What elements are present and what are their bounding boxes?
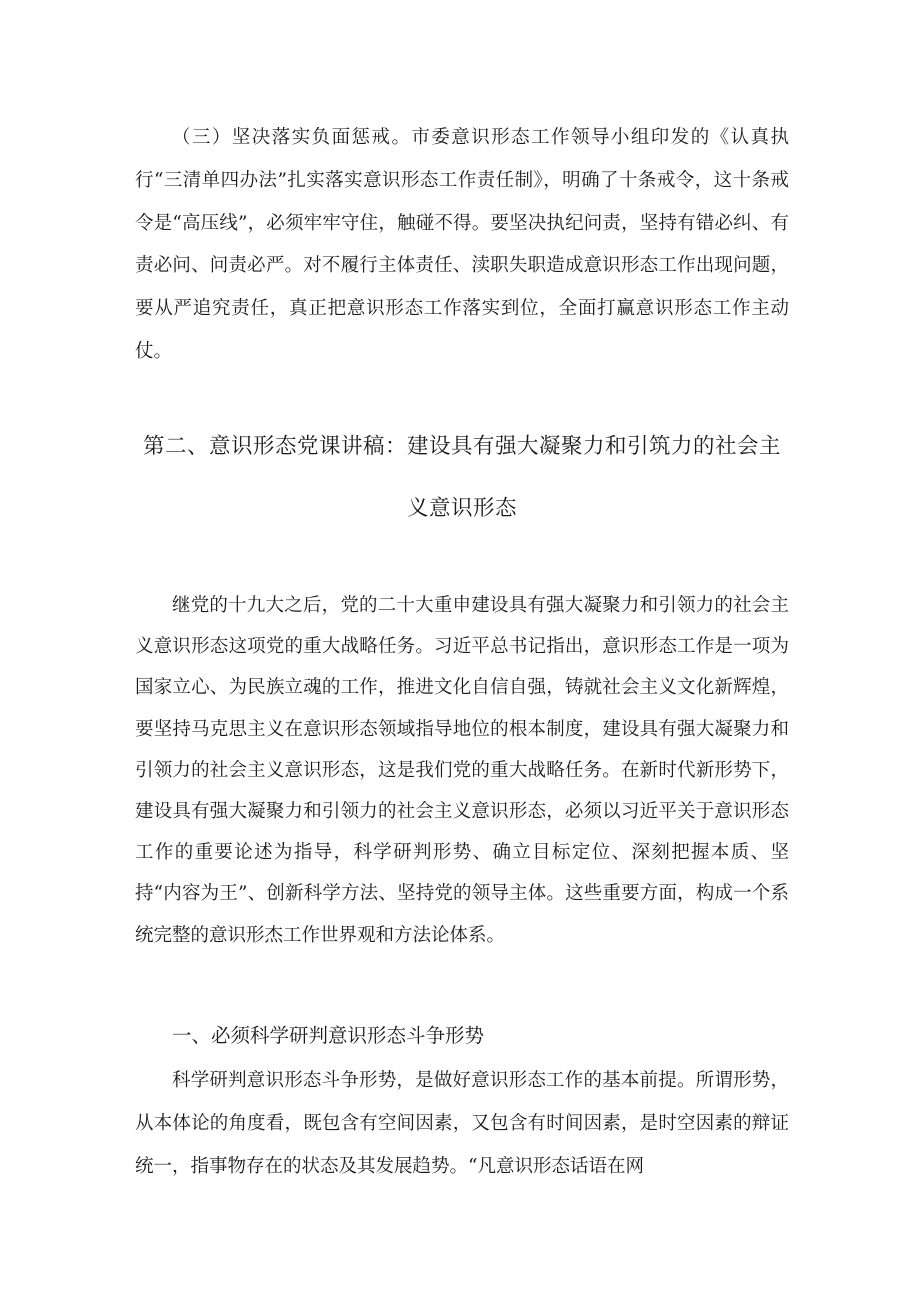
section-title: 第二、意识形态党课讲稿：建设具有强大凝聚力和引筑力的社会主义意识形态 [142,434,781,521]
body-paragraph-situation: 科学研判意识形态斗争形势，是做好意识形态工作的基本前提。所谓形势，从本体论的角度看，既包含有空间因素，又包含有时间因素，是时空因素的辩证统一，指事物存在的状态及其发展趋势。“凡意识形态话语在网 [135,1070,789,1177]
body-paragraph-intro: 继党的十九大之后，党的二十大重申建设具有强大凝聚力和引领力的社会主义意识形态这项党的重大战略任务。习近平总书记指出，意识形态工作是一项为国家立心、为民族立魂的工作，推进文化自信自强，铸就社会主义文化新辉煌，要坚持马克思主义在意识形态领域指导地位的根本制度，建设具有强大凝聚力和引领力的社会主义意识形态，这是我们党的重大战略任务。在新时代新形势下，建设具有强大凝聚力和引领力的社会主义意识形态，必须以习近平关于意识形态工作的重要论述为指导，科学研判形势、确立目标定位、深刻把握本质、坚持“内容为王”、创新科学方法、坚持党的领导主体。这些重要方面，构成一个系统完整的意识形杰工作世界观和方法论体系。 [135,595,789,946]
body-paragraph-negative-discipline: （三）坚决落实负面惩戒。市委意识形态工作领导小组印发的《认真执行“三清单四办法”扎实落实意识形态工作责任制》，明确了十条戒令，这十条戒令是“高压线”，必须牢牢守住，触碰不得。要坚决执纪问责，坚持有错必纠、有责必问、问责必严。对不履行主体责任、渎职失职造成意识形态工作出现问题，要从严追究责任，真正把意识形态工作落实到位，全面打赢意识形态工作主动仗。 [135,127,789,362]
subsection-title: 一、必须科学研判意识形态斗争形势 [172,1024,485,1047]
